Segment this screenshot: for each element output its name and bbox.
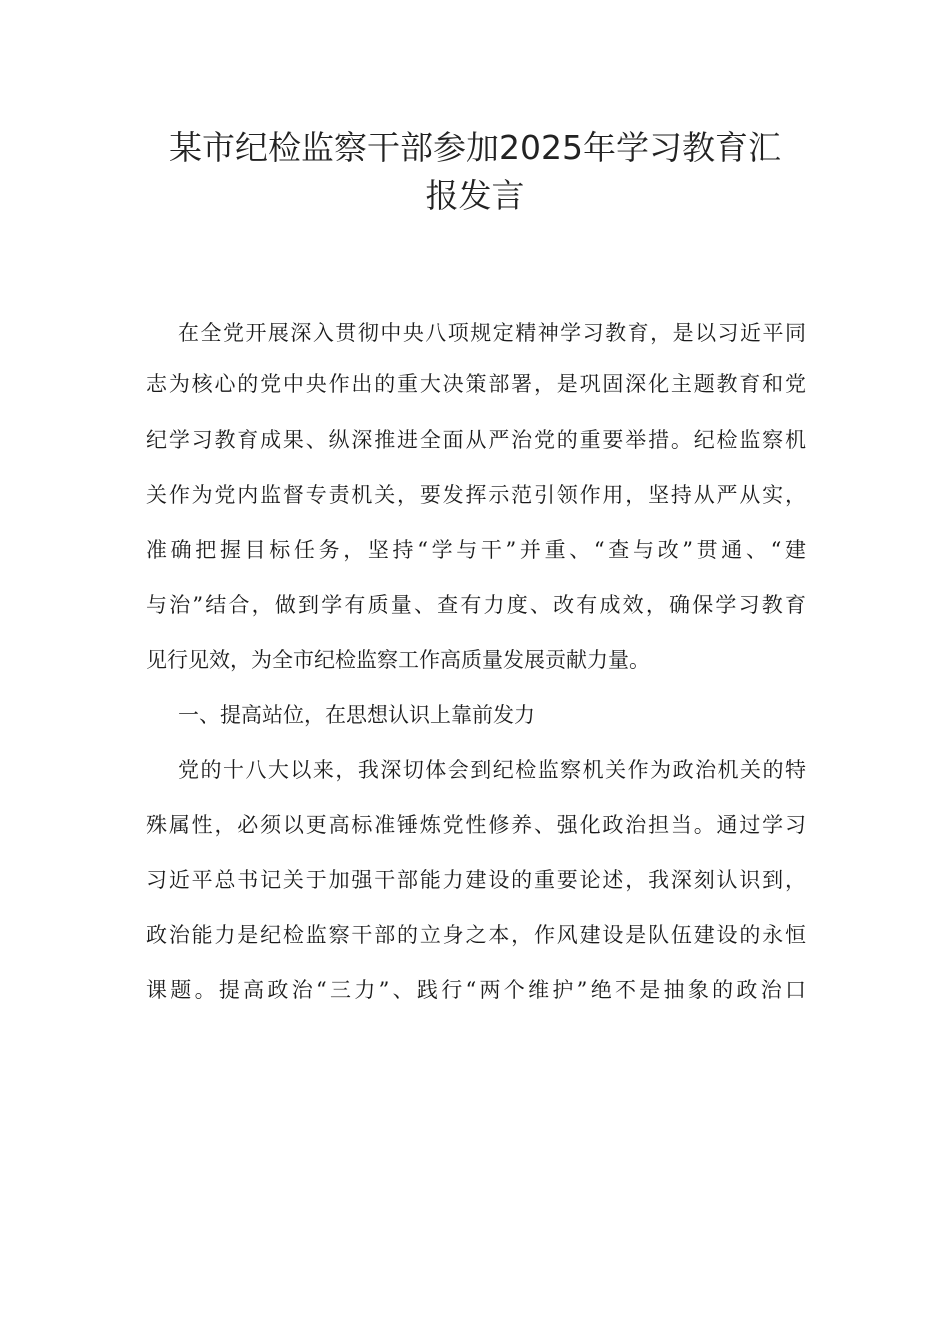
paragraph-line: 关作为党内监督专责机关，要发挥示范引领作用，坚持从严从实， [146, 483, 806, 507]
paragraph-line: 见行见效，为全市纪检监察工作高质量发展贡献力量。 [146, 648, 650, 672]
document-title-line-1: 某市纪检监察干部参加2025年学习教育汇 [169, 128, 781, 167]
paragraph-line: 习近平总书记关于加强干部能力建设的重要论述，我深刻认识到， [146, 868, 806, 892]
paragraph-line: 志为核心的党中央作出的重大决策部署，是巩固深化主题教育和党 [146, 372, 806, 396]
paragraph-line: 政治能力是纪检监察干部的立身之本，作风建设是队伍建设的永恒 [146, 923, 806, 947]
section-heading: 一、提高站位，在思想认识上靠前发力 [178, 703, 535, 727]
document-title-line-2: 报发言 [425, 176, 525, 215]
paragraph-line: 与治”结合，做到学有质量、查有力度、改有成效，确保学习教育 [146, 593, 806, 617]
paragraph-line: 殊属性，必须以更高标准锤炼党性修养、强化政治担当。通过学习 [146, 813, 806, 837]
paragraph-line: 课题。提高政治“三力”、践行“两个维护”绝不是抽象的政治口 [146, 978, 806, 1002]
paragraph-line: 在全党开展深入贯彻中央八项规定精神学习教育，是以习近平同 [178, 321, 806, 345]
paragraph-line: 党的十八大以来，我深切体会到纪检监察机关作为政治机关的特 [178, 758, 806, 782]
paragraph-line: 纪学习教育成果、纵深推进全面从严治党的重要举措。纪检监察机 [146, 428, 806, 452]
paragraph-line: 准确把握目标任务，坚持“学与干”并重、“查与改”贯通、“建 [146, 538, 806, 562]
